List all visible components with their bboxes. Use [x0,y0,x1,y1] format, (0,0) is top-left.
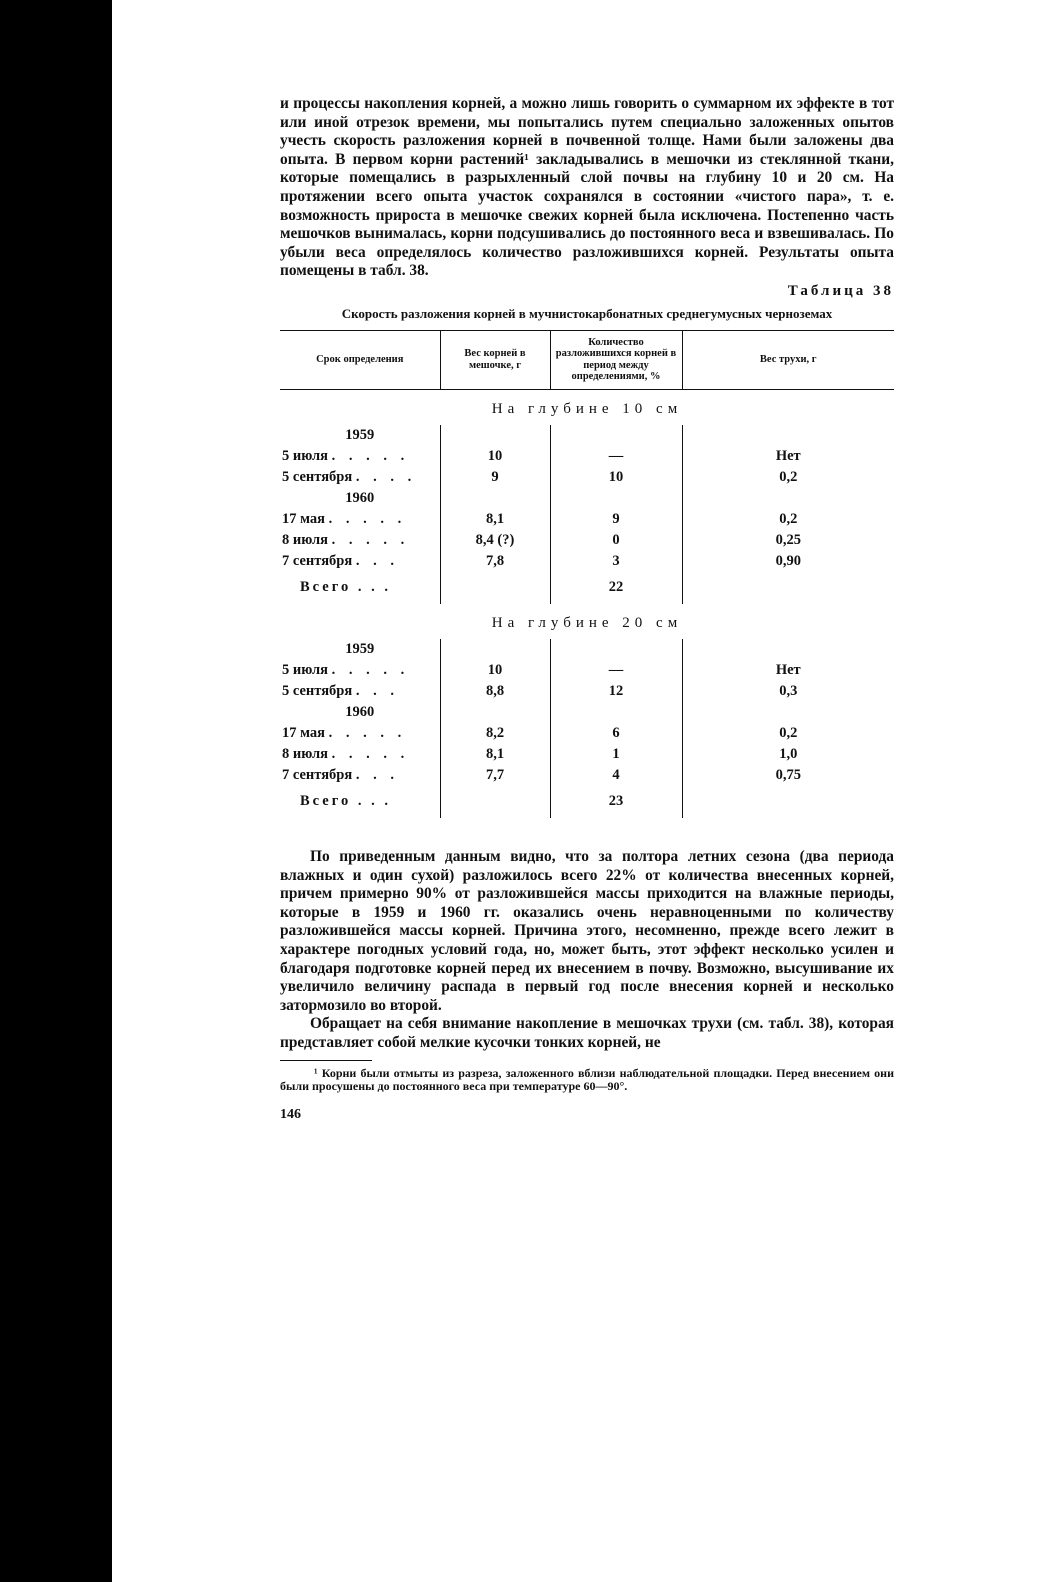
intro-paragraph: и процессы накопления корней, а можно лишь говорить о суммарном их эффекте в тот или иной отрезок времени, мы попытались путем специально заложенных опытов учесть скорость разложения корней в почвенной толще. Нами были заложены два опыта. В первом корни растений¹ закладывались в мешочки из стеклянной ткани, которые помещались в разрыхленный слой почвы на глубину 10 и 20 см. На протяжении всего опыта участок сохранялся в состоянии «чистого пара», т. е. возможность прироста в мешочке свежих корней была исключена. Постепенно часть мешочков вынималась, корни подсушивались до постоянного веса и взвешивалась. По убыли веса определялось количество разложившихся корней. Результаты опыта помещены в табл. 38. [280,95,894,280]
date-cell: 5 июля . . . . . [282,661,410,678]
total-label: Всего . . . [300,793,391,810]
weight-cell: 10 [440,660,550,681]
footnote: ¹ Корни были отмыты из разреза, заложенного вблизи наблюдательной площадки. Перед внесением они были просушены до постоянного веса при температуре 60—90°. [280,1066,894,1094]
table-row [280,744,894,765]
date-cell: 7 сентября . . . [282,552,399,569]
decomposed-cell: 4 [550,765,682,786]
year-cell: 1959 [345,426,375,443]
year-cell: 1959 [345,640,375,657]
table-row [280,681,894,702]
header-weight: Вес корней в мешочке, г [440,330,550,389]
decomposed-cell: — [550,660,682,681]
data-table [280,330,894,818]
date-cell: 17 мая . . . . . [282,510,407,527]
weight-cell: 8,2 [440,723,550,744]
weight-cell: 9 [440,467,550,488]
table-row [280,509,894,530]
year-row [280,702,894,723]
weight-cell: 7,8 [440,551,550,572]
decomposed-cell: 0 [550,530,682,551]
dust-cell: 0,90 [682,551,894,572]
year-row [280,425,894,446]
paragraph-2: По приведенным данным видно, что за полтора летних сезона (два периода влажных и один сухой) разложилось всего 22% от количества внесенных корней, причем примерно 90% от разложившейся массы приходится на влажные периоды, которые в 1959 и 1960 гг. оказались очень неравноценными по количеству разложившейся массы корней. Причина этого, несомненно, прежде всего лежит в характере погодных условий года, но, может быть, этот эффект несколько усилен и благодаря подготовке корней перед их внесением в почву. Возможно, высушивание их увеличило величину распада в первый год после внесения корней и несколько затормозило во второй. [280,847,894,1014]
table-row [280,551,894,572]
total-label: Всего . . . [300,579,391,596]
section-title: На глубине 20 см [491,614,683,631]
total-value: 22 [550,572,682,604]
dust-cell: 0,75 [682,765,894,786]
date-cell: 5 сентября . . . . [282,468,417,485]
decomposed-cell: 9 [550,509,682,530]
year-cell: 1960 [345,703,375,720]
date-cell: 5 июля . . . . . [282,447,410,464]
total-row [280,572,894,604]
page-content [280,95,894,1123]
weight-cell: 8,4 (?) [440,530,550,551]
dust-cell: Нет [682,660,894,681]
dust-cell: 0,2 [682,509,894,530]
weight-cell: 8,8 [440,681,550,702]
table-row [280,446,894,467]
decomposed-cell: 6 [550,723,682,744]
date-cell: 8 июля . . . . . [282,745,410,762]
table-label: Таблица 38 [787,282,894,299]
paragraph-3: Обращает на себя внимание накопление в мешочках трухи (см. табл. 38), которая представляет собой мелкие кусочки тонких корней, не [280,1015,894,1051]
decomposed-cell: — [550,446,682,467]
table-title: Скорость разложения корней в мучнистокарбонатных среднегумусных черноземах [341,305,833,321]
section-row [280,604,894,639]
date-cell: 8 июля . . . . . [282,531,410,548]
decomposed-cell: 10 [550,467,682,488]
year-row [280,488,894,509]
dust-cell: 1,0 [682,744,894,765]
table-row [280,530,894,551]
total-row [280,786,894,818]
weight-cell: 10 [440,446,550,467]
header-dust: Вес трухи, г [682,330,894,389]
weight-cell: 8,1 [440,509,550,530]
section-title: На глубине 10 см [491,400,683,417]
dust-cell: 0,3 [682,681,894,702]
section-row [280,389,894,425]
table-row [280,660,894,681]
date-cell: 17 мая . . . . . [282,724,407,741]
total-value: 23 [550,786,682,818]
year-row [280,639,894,660]
weight-cell: 7,7 [440,765,550,786]
date-cell: 5 сентября . . . [282,682,399,699]
dust-cell: 0,25 [682,530,894,551]
table-row [280,765,894,786]
table-row [280,723,894,744]
decomposed-cell: 1 [550,744,682,765]
date-cell: 7 сентября . . . [282,766,399,783]
decomposed-cell: 12 [550,681,682,702]
table-row [280,467,894,488]
header-date: Срок определения [280,330,440,389]
page-number: 146 [280,1107,301,1123]
decomposed-cell: 3 [550,551,682,572]
header-decomposed: Количество разложившихся корней в период между определениями, % [550,330,682,389]
footnote-divider [280,1060,372,1061]
table-header-row [280,330,894,389]
dust-cell: Нет [682,446,894,467]
dust-cell: 0,2 [682,723,894,744]
dust-cell: 0,2 [682,467,894,488]
year-cell: 1960 [345,489,375,506]
weight-cell: 8,1 [440,744,550,765]
